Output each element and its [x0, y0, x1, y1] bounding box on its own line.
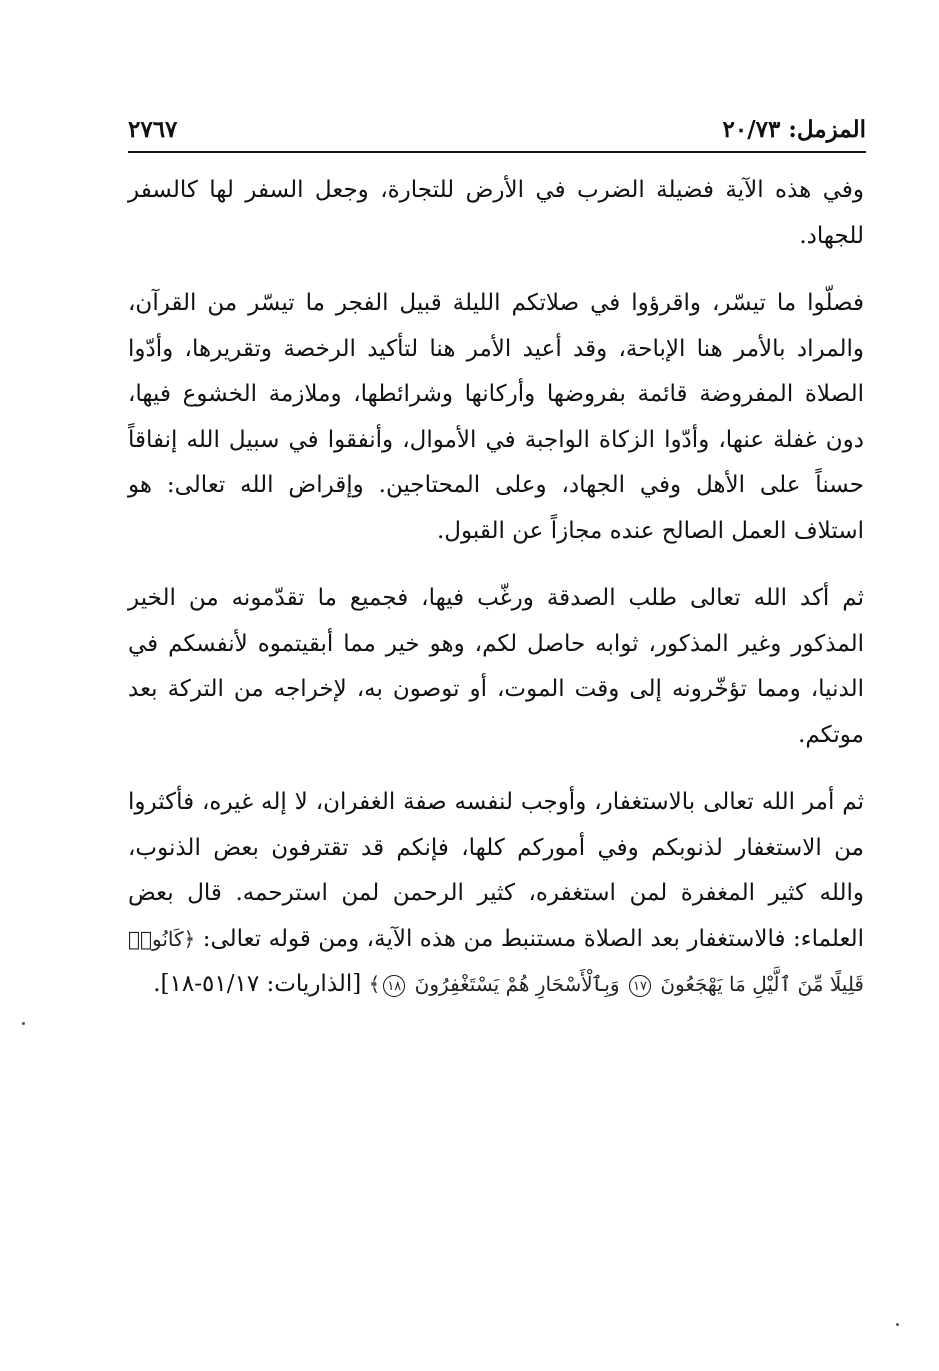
header-divider	[128, 151, 866, 153]
paragraph: فصلّوا ما تيسّر، واقرؤوا في صلاتكم الليلة قبيل الفجر ما تيسّر من القرآن، والمراد بالأمر هنا الإباحة، وقد أعيد الأمر هنا لتأكيد الرخصة وتقريرها، وأدّوا الصلاة المفروضة قائمة بفروضها وأركانها وشرائطها، وملازمة الخشوع فيها، دون غفلة عنها، وأدّوا الزكاة الواجبة في الأموال، وأنفقوا في سبيل الله إنفاقاً حسناً على الأهل وفي الجهاد، وعلى المحتاجين. وإقراض الله تعالى: هو استلاف العمل الصالح عنده مجازاً عن القبول.	[128, 290, 864, 544]
scan-speck	[22, 1022, 25, 1025]
page-number: ٢٧٦٧	[128, 116, 178, 143]
paragraph: ثم أكد الله تعالى طلب الصدقة ورغّب فيها، فجميع ما تقدّمونه من الخير المذكور وغير المذكور، ثوابه حاصل لكم، وهو خير مما أبقيتموه لأنفسكم في الدنيا، ومما تؤخّرونه إلى وقت الموت، أو توصون به، لإخراجه من التركة بعد موتكم.	[128, 585, 864, 748]
verse-text: وَبِٱلْأَسْحَارِ هُمْ يَسْتَغْفِرُونَ	[414, 972, 620, 996]
page-body	[128, 168, 864, 1008]
ayah-number-marker: ١٧	[629, 975, 651, 997]
paragraph-with-verse	[128, 780, 864, 1008]
verse-text: كَانُوا۟ قَلِيلًا مِّنَ ٱلَّيْلِ مَا يَهْجَعُونَ	[128, 926, 864, 996]
page-header	[128, 112, 866, 148]
scan-speck	[896, 1323, 899, 1326]
verse-close-bracket: ﴾	[368, 972, 381, 996]
verse-open-bracket: ﴿	[183, 926, 196, 951]
paragraph-text: ثم أمر الله تعالى بالاستغفار، وأوجب لنفسه صفة الغفران، لا إله غيره، فأكثروا من الاستغفار لذنوبكم وفي أموركم كلها، فإنكم قد تقترفون بعض الذنوب، والله كثير المغفرة لمن استغفره، كثير الرحمن لمن استرحمه. قال بعض العلماء: فالاستغفار بعد الصلاة مستنبط من هذه الآية، ومن قوله تعالى:	[128, 789, 864, 952]
ayah-number-marker: ١٨	[383, 975, 405, 997]
paragraph: وفي هذه الآية فضيلة الضرب في الأرض للتجارة، وجعل السفر لها كالسفر للجهاد.	[128, 177, 864, 249]
verse-citation: [الذاريات: ٥١/١٧-١٨].	[153, 971, 362, 997]
surah-reference: المزمل: ٢٠/٧٣	[722, 116, 866, 143]
